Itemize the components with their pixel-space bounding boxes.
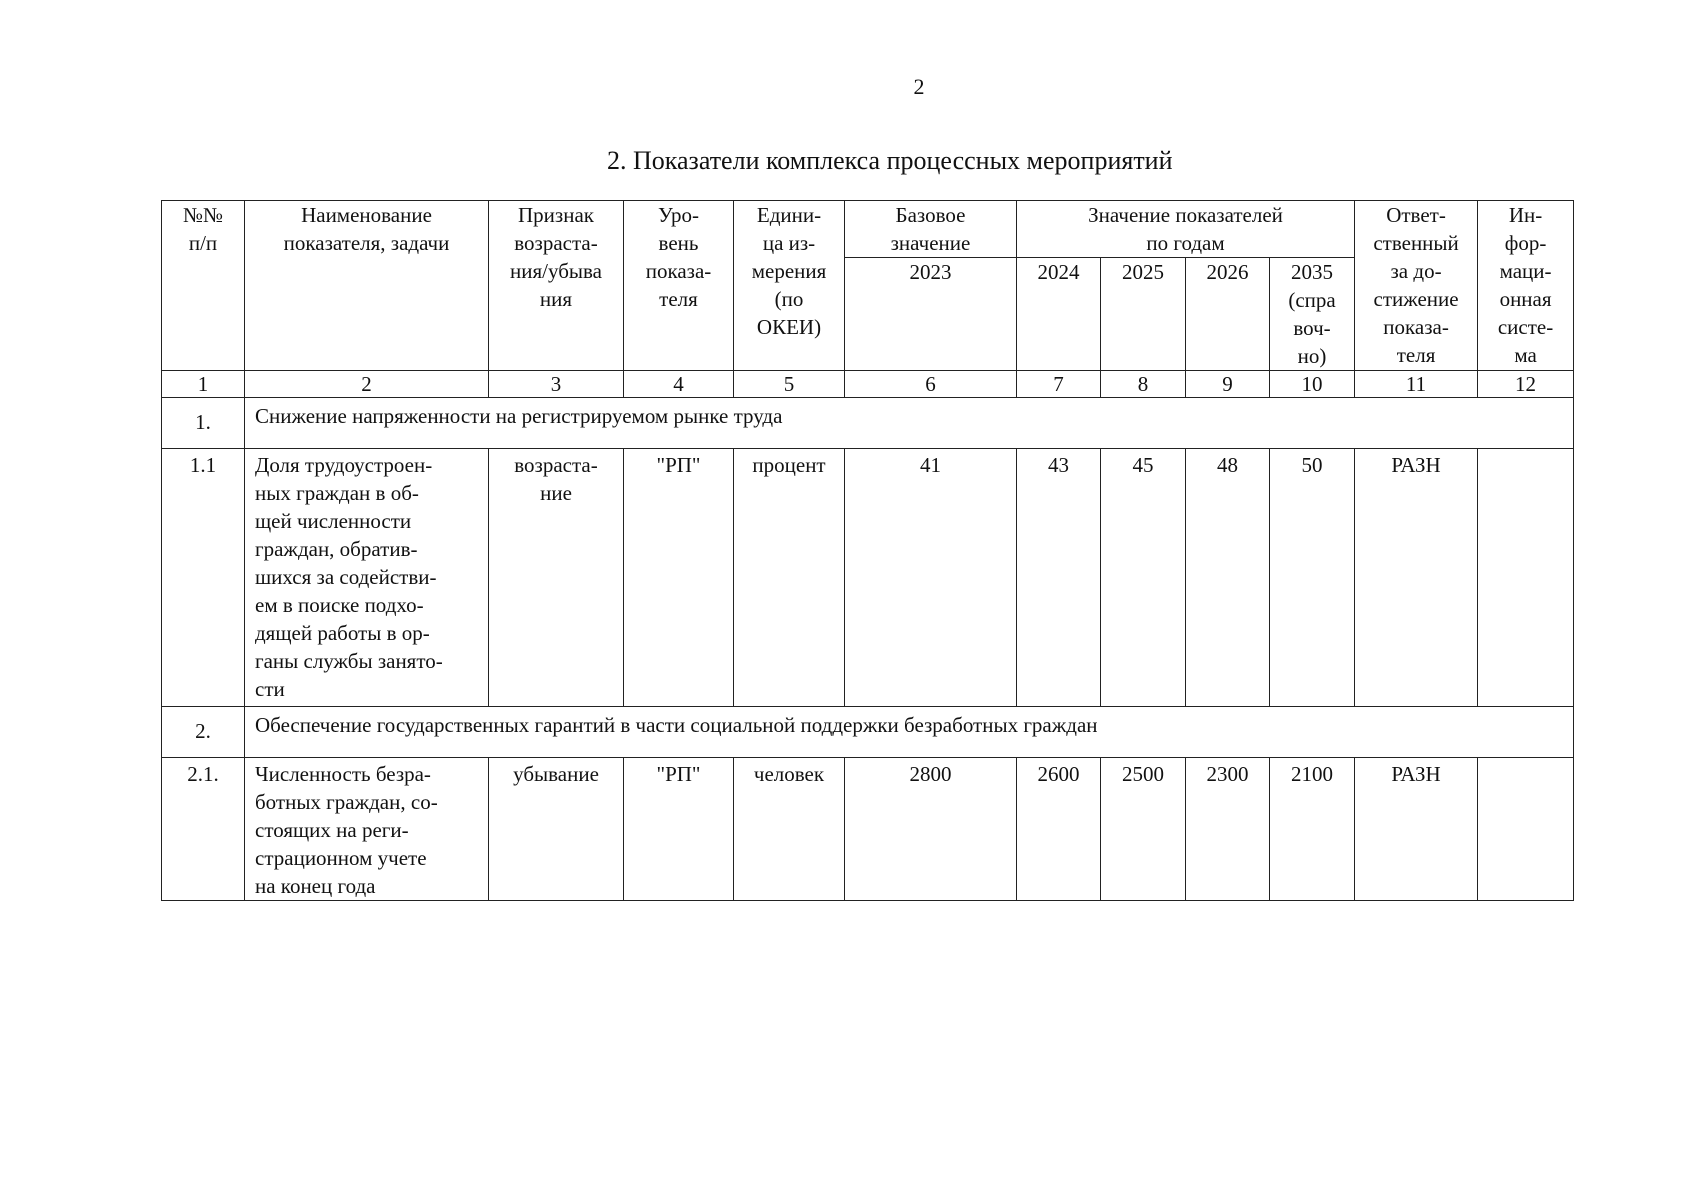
indicator-unit: процент	[734, 449, 845, 707]
indicator-value-2035: 50	[1270, 449, 1355, 707]
header-cell-info-system: Ин- фор- маци- онная систе- ма	[1478, 201, 1574, 371]
column-number: 4	[624, 371, 734, 398]
indicator-responsible: РАЗН	[1355, 758, 1478, 901]
header-cell-responsible: Ответ- ственный за до- стижение показа- теля	[1355, 201, 1478, 371]
header-cell-base-year: 2023	[845, 258, 1017, 371]
indicator-unit: человек	[734, 758, 845, 901]
column-number: 11	[1355, 371, 1478, 398]
indicator-value-2025: 45	[1101, 449, 1186, 707]
indicators-table	[161, 200, 1574, 901]
indicator-sign: убывание	[489, 758, 624, 901]
header-cell-sign: Признак возраста- ния/убыва ния	[489, 201, 624, 371]
column-number: 7	[1017, 371, 1101, 398]
column-number: 8	[1101, 371, 1186, 398]
header-cell-unit: Едини- ца из- мерения (по ОКЕИ)	[734, 201, 845, 371]
indicator-base-value: 2800	[845, 758, 1017, 901]
section-title-cell: Снижение напряженности на регистрируемом рынке труда	[245, 398, 1574, 449]
column-number: 12	[1478, 371, 1574, 398]
indicator-level: "РП"	[624, 449, 734, 707]
table-header-row	[162, 201, 1574, 258]
column-number: 6	[845, 371, 1017, 398]
column-number: 1	[162, 371, 245, 398]
header-cell-values-group: Значение показателей по годам	[1017, 201, 1355, 258]
page-number: 2	[913, 74, 925, 99]
header-cell-level: Уро- вень показа- теля	[624, 201, 734, 371]
section-title-cell: Обеспечение государственных гарантий в части социальной поддержки безработных граждан	[245, 707, 1574, 758]
section-row	[162, 707, 1574, 758]
column-number: 3	[489, 371, 624, 398]
header-cell-name: Наименование показателя, задачи	[245, 201, 489, 371]
section-number: 2.	[162, 707, 245, 758]
row-number: 1.1	[162, 449, 245, 707]
indicator-info-system	[1478, 758, 1574, 901]
indicator-name: Численность безра- ботных граждан, со- стоящих на реги- страционном учете на конец года	[245, 758, 489, 901]
indicator-value-2035: 2100	[1270, 758, 1355, 901]
header-cell-year-2025: 2025	[1101, 258, 1186, 371]
column-number: 9	[1186, 371, 1270, 398]
section-number: 1.	[162, 398, 245, 449]
indicator-responsible: РАЗН	[1355, 449, 1478, 707]
indicator-base-value: 41	[845, 449, 1017, 707]
indicator-sign: возраста- ние	[489, 449, 624, 707]
table-row	[162, 449, 1574, 707]
indicator-value-2026: 2300	[1186, 758, 1270, 901]
indicator-value-2026: 48	[1186, 449, 1270, 707]
header-cell-year-2024: 2024	[1017, 258, 1101, 371]
header-cell-year-2035: 2035 (спра воч- но)	[1270, 258, 1355, 371]
section-row	[162, 398, 1574, 449]
column-number-row	[162, 371, 1574, 398]
header-cell-year-2026: 2026	[1186, 258, 1270, 371]
indicator-value-2024: 43	[1017, 449, 1101, 707]
indicator-info-system	[1478, 449, 1574, 707]
table-row	[162, 758, 1574, 901]
section-title: 2. Показатели комплекса процессных мероприятий	[607, 146, 1173, 175]
column-number: 10	[1270, 371, 1355, 398]
indicator-value-2025: 2500	[1101, 758, 1186, 901]
header-cell-num: №№ п/п	[162, 201, 245, 371]
indicator-name: Доля трудоустроен- ных граждан в об- щей численности граждан, обратив- шихся за содействи- ем в поиске подхо- дящей работы в ор- ганы службы занято- сти	[245, 449, 489, 707]
row-number: 2.1.	[162, 758, 245, 901]
indicator-level: "РП"	[624, 758, 734, 901]
column-number: 2	[245, 371, 489, 398]
header-cell-base: Базовое значение	[845, 201, 1017, 258]
indicator-value-2024: 2600	[1017, 758, 1101, 901]
column-number: 5	[734, 371, 845, 398]
